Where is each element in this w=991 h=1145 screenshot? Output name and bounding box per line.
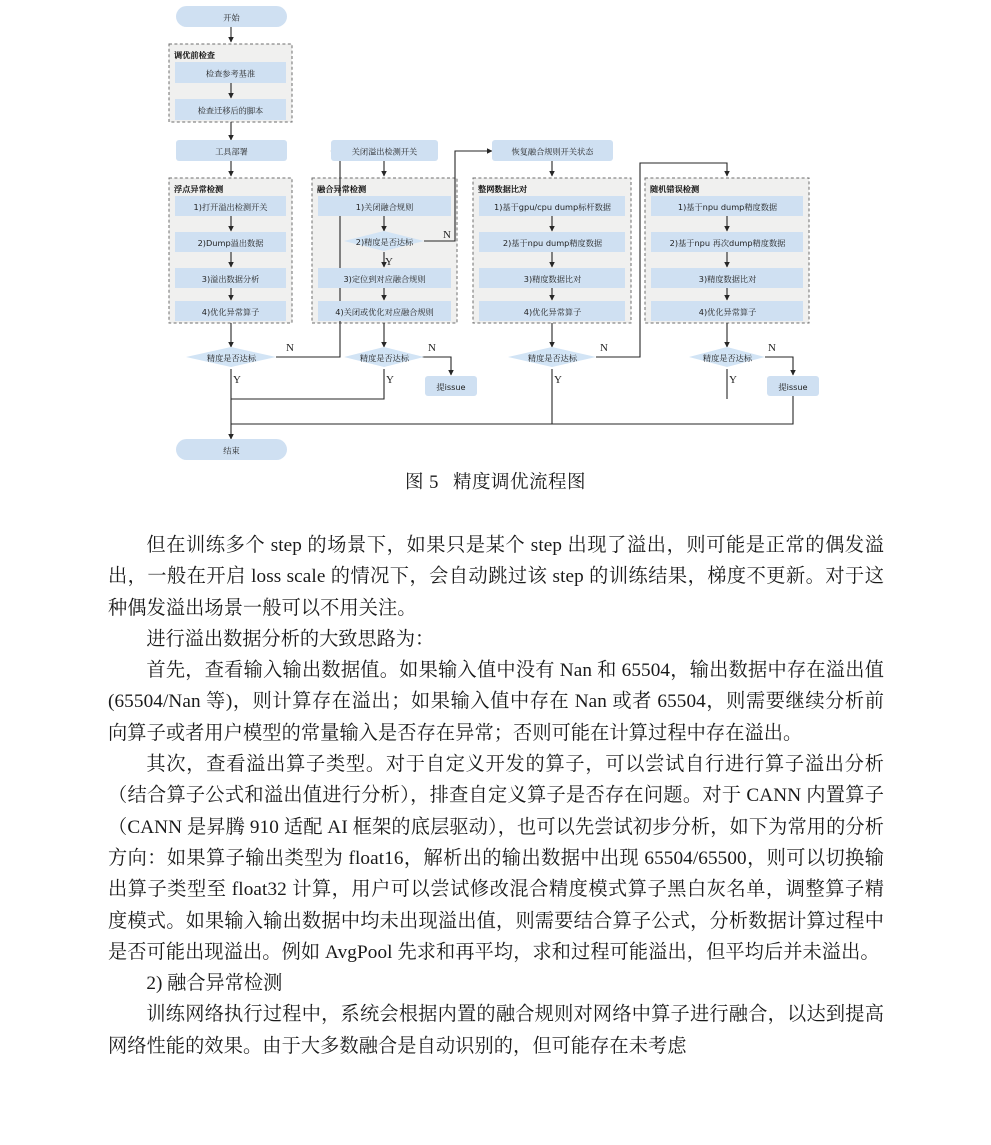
svg-text:2)基于npu dump精度数据: 2)基于npu dump精度数据 (502, 237, 603, 248)
svg-text:提issue: 提issue (778, 381, 808, 392)
svg-text:1)打开溢出检测开关: 1)打开溢出检测开关 (193, 201, 268, 212)
node-fusion-step-4 (318, 301, 451, 321)
edge-label-n-1: N (286, 342, 294, 354)
node-restore-fusion-switch (492, 140, 613, 161)
svg-text:3)精度数据比对: 3)精度数据比对 (698, 273, 757, 284)
edge-label-n-fusion-inner: N (443, 229, 451, 241)
node-float-step-3 (175, 268, 286, 288)
group-title-random-error: 随机错误检测 (650, 184, 700, 194)
node-start (176, 6, 287, 27)
node-close-overflow-switch (331, 140, 438, 161)
figure-caption-number: 图 5 (405, 473, 439, 493)
paragraph-1: 但在训练多个 step 的场景下，如果只是某个 step 出现了溢出，则可能是正常的偶发溢出，一般在开启 loss scale 的情况下，会自动跳过该 step 的训练结果，梯度不更新。对于这种偶发溢出场景一般可以不用关注。 (108, 535, 884, 619)
svg-text:2)基于npu 再次dump精度数据: 2)基于npu 再次dump精度数据 (669, 237, 786, 248)
node-check-baseline-label: 检查参考基准 (205, 68, 256, 79)
svg-text:3)定位到对应融合规则: 3)定位到对应融合规则 (343, 273, 426, 284)
svg-text:精度是否达标: 精度是否达标 (702, 353, 753, 364)
svg-text:1)基于npu dump精度数据: 1)基于npu dump精度数据 (677, 201, 778, 212)
node-raise-issue-1 (425, 376, 477, 396)
edge-label-y-2: Y (386, 374, 394, 386)
node-check-script-label: 检查迁移后的脚本 (197, 105, 264, 116)
svg-text:1)关闭融合规则: 1)关闭融合规则 (355, 201, 414, 212)
edge-label-y-fusion-inner: Y (385, 256, 393, 268)
body-text (108, 530, 884, 1062)
figure-flowchart (0, 0, 991, 470)
node-netcmp-step-1 (479, 196, 625, 216)
node-check-baseline (175, 62, 286, 83)
svg-text:4)关闭或优化对应融合规则: 4)关闭或优化对应融合规则 (335, 306, 434, 317)
node-random-step-2 (651, 232, 803, 252)
node-float-step-2 (175, 232, 286, 252)
decision-accuracy-1 (186, 347, 276, 367)
node-fusion-step-3 (318, 268, 451, 288)
node-random-step-4 (651, 301, 803, 321)
svg-text:2)精度是否达标: 2)精度是否达标 (355, 237, 414, 248)
node-end-label: 结束 (223, 445, 240, 456)
group-title-pre-check: 调优前检查 (174, 50, 215, 60)
section-heading-2: 2) 融合异常检测 (146, 973, 283, 995)
svg-text:4)优化异常算子: 4)优化异常算子 (523, 306, 582, 317)
svg-text:2)Dump溢出数据: 2)Dump溢出数据 (197, 237, 264, 248)
group-title-fusion-anomaly: 融合异常检测 (317, 184, 367, 194)
decision-accuracy-2 (344, 347, 424, 367)
svg-text:3)精度数据比对: 3)精度数据比对 (523, 273, 582, 284)
node-netcmp-step-4 (479, 301, 625, 321)
svg-text:4)优化异常算子: 4)优化异常算子 (698, 306, 757, 317)
node-check-script (175, 99, 286, 120)
decision-accuracy-3 (508, 347, 596, 367)
paragraph-4: 其次，查看溢出算子类型。对于自定义开发的算子，可以尝试自行进行算子溢出分析（结合算子公式和溢出值进行分析），排查自定义算子是否存在问题。对于 CANN 内置算子（CANN 是昇腾 910 适配 AI 框架的底层驱动），也可以先尝试初步分析，如下为常用的分析方向：如果算子输出类型为 float16，解析出的输出数据中出现 65504/65500，则可以切换输出算子类型至 float32 计算，用户可以尝试修改混合精度模式算子黑白灰名单，调整算子精度模式。如果输入输出数据中均未出现溢出值，则需要结合算子公式，分析数据计算过程中是否可能出现溢出。例如 AvgPool 先求和再平均，求和过程可能溢出，但平均后并未溢出。 (108, 754, 884, 963)
svg-text:精度是否达标: 精度是否达标 (527, 353, 578, 364)
node-random-step-3 (651, 268, 803, 288)
figure-caption (0, 468, 991, 494)
node-random-step-1 (651, 196, 803, 216)
edge-label-n-2: N (428, 342, 436, 354)
svg-text:提issue: 提issue (436, 381, 466, 392)
node-netcmp-step-3 (479, 268, 625, 288)
paragraph-6: 训练网络执行过程中，系统会根据内置的融合规则对网络中算子进行融合，以达到提高网络性能的效果。由于大多数融合是自动识别的，但可能存在未考虑 (108, 1004, 884, 1057)
edge-label-y-3: Y (554, 374, 562, 386)
edge-label-n-3: N (600, 342, 608, 354)
svg-text:1)基于gpu/cpu dump标杆数据: 1)基于gpu/cpu dump标杆数据 (494, 201, 611, 212)
svg-text:精度是否达标: 精度是否达标 (206, 353, 257, 364)
paragraph-3: 首先，查看输入输出数据值。如果输入值中没有 Nan 和 65504，输出数据中存在溢出值(65504/Nan 等)，则计算存在溢出；如果输入值中存在 Nan 或者 65504，则需要继续分析前向算子或者用户模型的常量输入是否存在异常；否则可能在计算过程中存在溢出。 (108, 660, 884, 744)
svg-text:4)优化异常算子: 4)优化异常算子 (201, 306, 260, 317)
group-title-network-compare: 整网数据比对 (478, 184, 528, 194)
node-end (176, 439, 287, 460)
node-close-overflow-switch-label: 关闭溢出检测开关 (351, 146, 418, 157)
node-netcmp-step-2 (479, 232, 625, 252)
group-title-float-anomaly: 浮点异常检测 (174, 184, 224, 194)
node-tool-deploy (176, 140, 287, 161)
figure-caption-title: 精度调优流程图 (452, 473, 586, 493)
edge-label-y-4: Y (729, 374, 737, 386)
node-float-step-4 (175, 301, 286, 321)
flowchart-svg (0, 0, 991, 470)
svg-text:3)溢出数据分析: 3)溢出数据分析 (201, 273, 260, 284)
node-fusion-step-1 (318, 196, 451, 216)
edge-label-n-4: N (768, 342, 776, 354)
node-raise-issue-2 (767, 376, 819, 396)
node-start-label: 开始 (223, 12, 240, 23)
node-float-step-1 (175, 196, 286, 216)
node-tool-deploy-label: 工具部署 (215, 146, 248, 157)
node-restore-fusion-switch-label: 恢复融合规则开关状态 (511, 146, 594, 157)
edge-label-y-1: Y (233, 374, 241, 386)
decision-accuracy-4 (689, 347, 765, 367)
svg-text:精度是否达标: 精度是否达标 (359, 353, 410, 364)
paragraph-2: 进行溢出数据分析的大致思路为： (146, 628, 435, 650)
